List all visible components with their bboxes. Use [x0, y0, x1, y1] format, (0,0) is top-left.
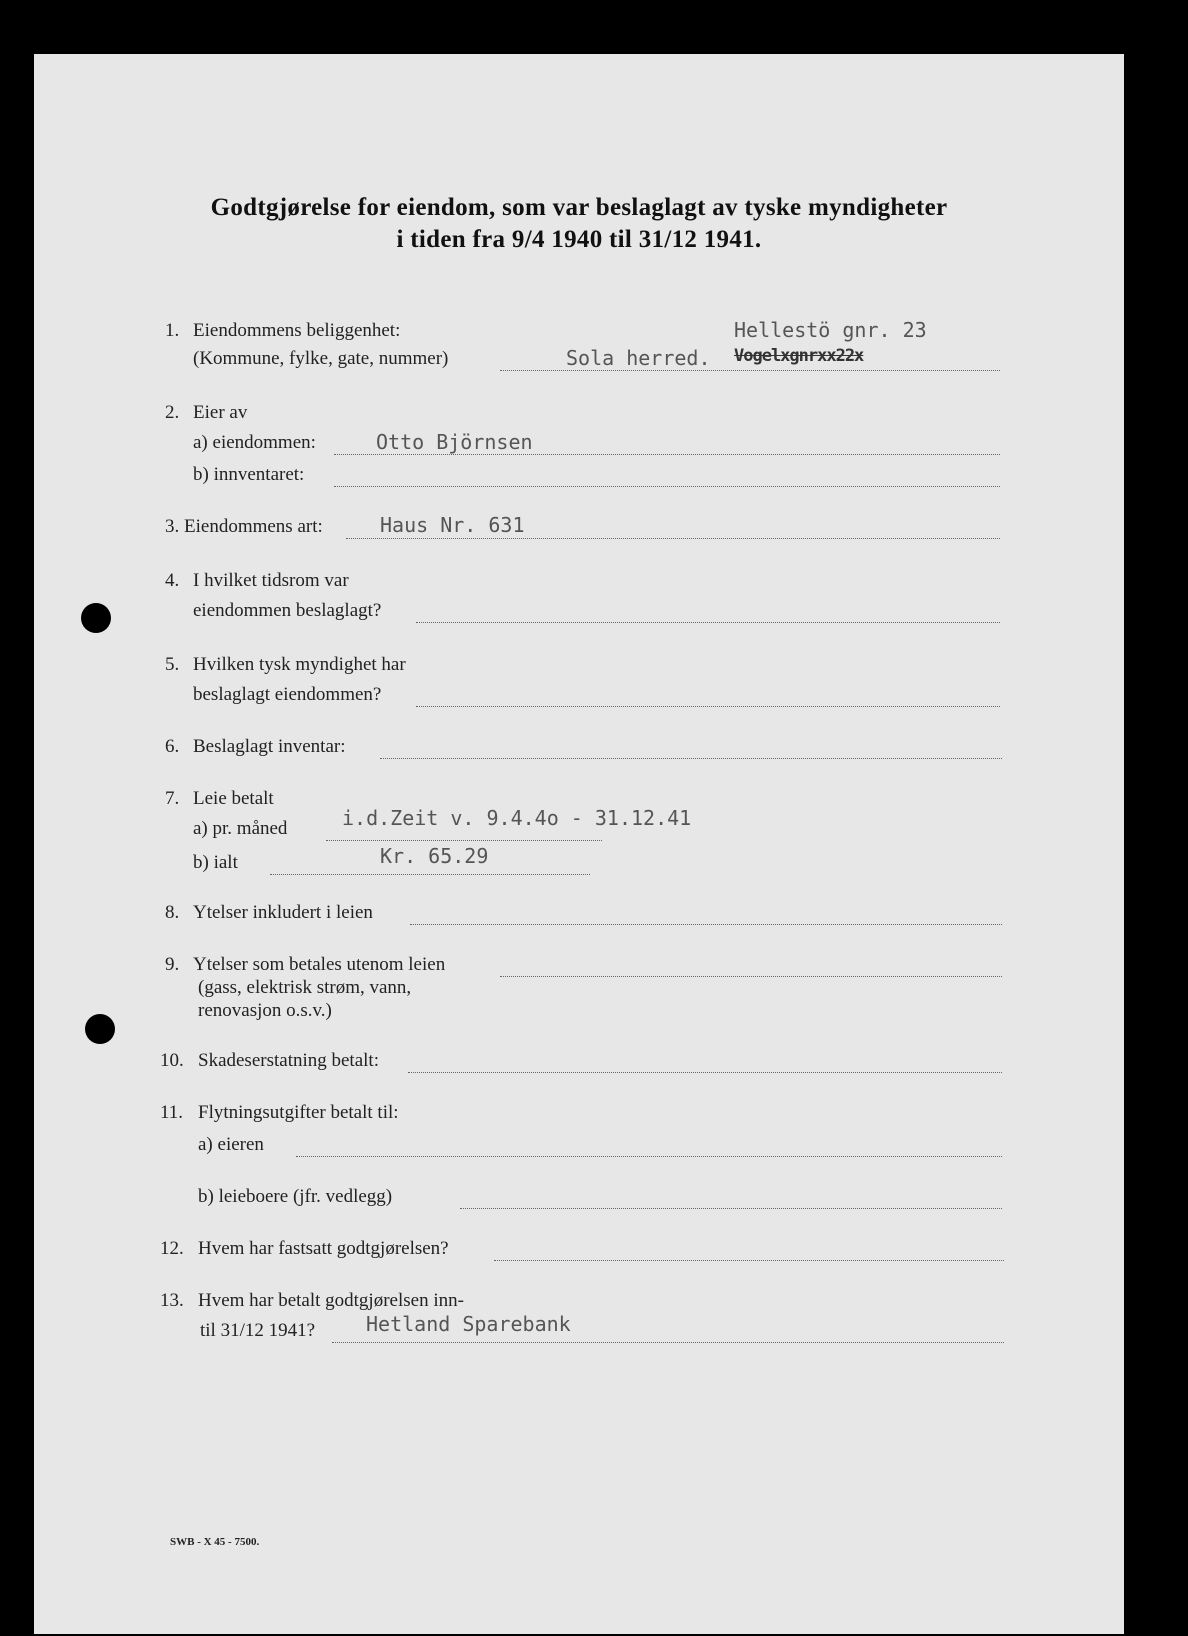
punch-hole: [85, 1014, 115, 1044]
item-13-label: Hvem har betalt godtgjørelsen inn-: [198, 1290, 464, 1311]
item-11a-label: a) eieren: [198, 1134, 264, 1155]
item-9-label: Ytelser som betales utenom leien: [193, 954, 446, 975]
item-1-value-line2: Sola herred.: [566, 346, 711, 370]
item-1-label: Eiendommens beliggenhet:: [193, 320, 401, 341]
item-9-fill-line: [500, 976, 1002, 977]
item-3-label: Eiendommens art:: [184, 516, 323, 537]
item-12-label: Hvem har fastsatt godtgjørelsen?: [198, 1238, 449, 1259]
item-13-fill-line: [332, 1342, 1004, 1343]
item-11-label: Flytningsutgifter betalt til:: [198, 1102, 399, 1123]
item-12-number: 12.: [160, 1238, 184, 1259]
item-1-sublabel: (Kommune, fylke, gate, nummer): [193, 348, 449, 369]
item-1-fill-line: [500, 370, 1000, 371]
item-2a-value: Otto Björnsen: [376, 430, 533, 454]
item-4-label: I hvilket tidsrom var: [193, 570, 349, 591]
item-7b-value: Kr. 65.29: [380, 844, 489, 868]
item-5-label-2: beslaglagt eiendommen?: [193, 684, 382, 705]
item-2a-label: a) eiendommen:: [193, 432, 316, 453]
item-6-fill-line: [380, 758, 1002, 759]
item-2-label: Eier av: [193, 402, 248, 423]
item-13-value: Hetland Sparebank: [366, 1312, 571, 1336]
item-5-label: Hvilken tysk myndighet har: [193, 654, 406, 675]
item-9-label-2: (gass, elektrisk strøm, vann,: [198, 977, 412, 998]
item-4-fill-line: [416, 622, 1000, 623]
item-7b-label: b) ialt: [193, 852, 238, 873]
item-7-label: Leie betalt: [193, 788, 274, 809]
item-8-label: Ytelser inkludert i leien: [193, 902, 373, 923]
item-2b-fill-line: [334, 486, 1000, 487]
item-1-number: 1.: [165, 320, 180, 341]
item-8-fill-line: [410, 924, 1002, 925]
item-13-label-2: til 31/12 1941?: [200, 1320, 316, 1341]
item-6-number: 6.: [165, 736, 180, 757]
item-5-fill-line: [416, 706, 1000, 707]
item-11b-fill-line: [460, 1208, 1002, 1209]
item-2a-fill-line: [334, 454, 1000, 455]
item-1-struck-value: Vogelxgnrxx22x: [734, 346, 864, 366]
item-8-number: 8.: [165, 902, 180, 923]
form-title-line-1: Godtgjørelse for eiendom, som var beslaglagt av tyske myndigheter: [210, 194, 948, 221]
item-4-number: 4.: [165, 570, 180, 591]
form-title-line-2: i tiden fra 9/4 1940 til 31/12 1941.: [396, 226, 762, 253]
item-7b-fill-line: [270, 874, 590, 875]
item-4-label-2: eiendommen beslaglagt?: [193, 600, 382, 621]
item-7a-label: a) pr. måned: [193, 818, 288, 839]
item-11-number: 11.: [160, 1102, 184, 1123]
item-9-number: 9.: [165, 954, 180, 975]
item-3-number: 3.: [165, 516, 180, 537]
printer-mark: SWB - X 45 - 7500.: [170, 1536, 260, 1548]
item-10-fill-line: [408, 1072, 1002, 1073]
item-3-fill-line: [346, 538, 1000, 539]
item-7a-fill-line: [326, 840, 602, 841]
item-10-label: Skadeserstatning betalt:: [198, 1050, 379, 1071]
item-2-number: 2.: [165, 402, 180, 423]
item-10-number: 10.: [160, 1050, 184, 1071]
item-1-value-line1: Hellestö gnr. 23: [734, 318, 927, 342]
punch-hole: [81, 603, 111, 633]
item-5-number: 5.: [165, 654, 180, 675]
item-3-value: Haus Nr. 631: [380, 513, 525, 537]
item-7-number: 7.: [165, 788, 180, 809]
item-7a-value: i.d.Zeit v. 9.4.4o - 31.12.41: [342, 806, 692, 830]
item-9-label-3: renovasjon o.s.v.): [198, 1000, 332, 1021]
item-13-number: 13.: [160, 1290, 184, 1311]
item-12-fill-line: [494, 1260, 1004, 1261]
document-page: [34, 54, 1124, 1634]
item-11b-label: b) leieboere (jfr. vedlegg): [198, 1186, 393, 1207]
item-11a-fill-line: [296, 1156, 1002, 1157]
item-6-label: Beslaglagt inventar:: [193, 736, 346, 757]
item-2b-label: b) innventaret:: [193, 464, 305, 485]
